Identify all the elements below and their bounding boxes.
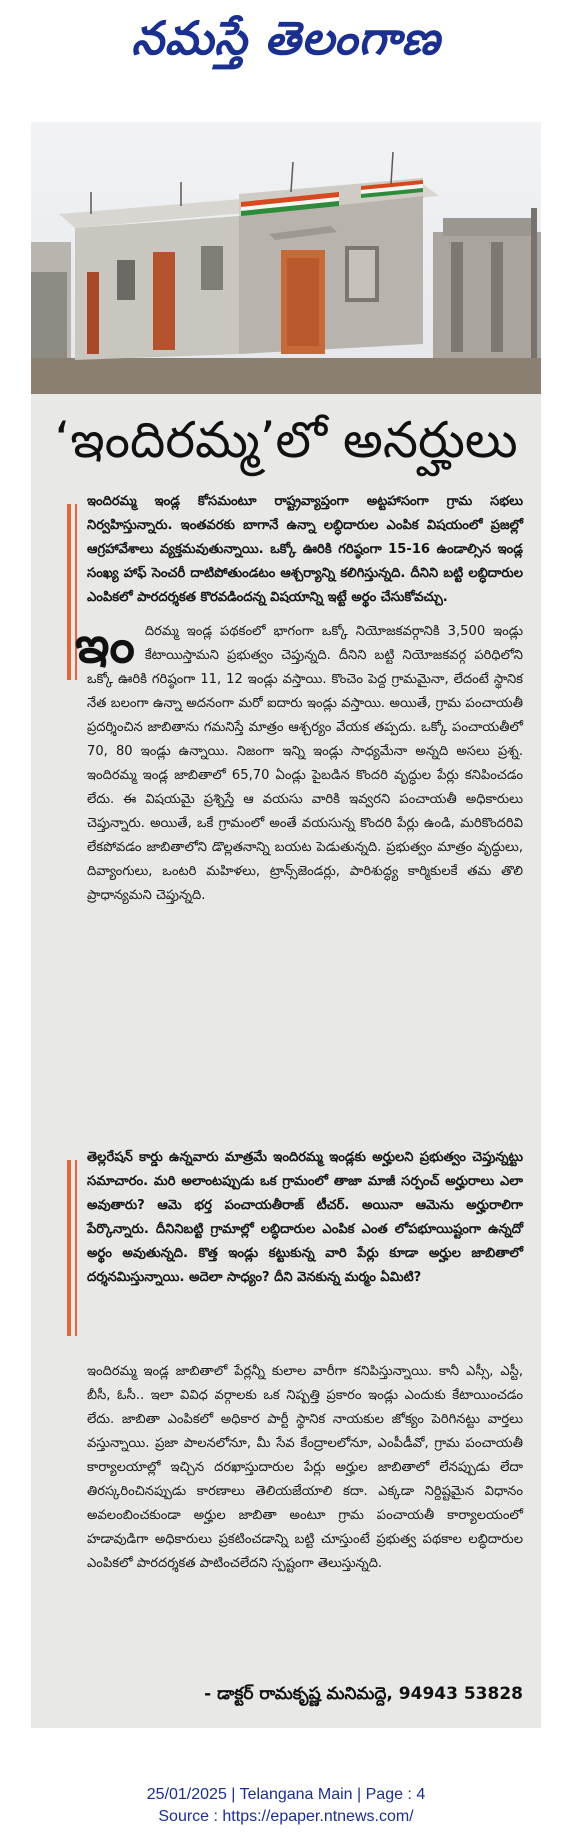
lead-rule bbox=[67, 504, 71, 680]
body-paragraph-2: ఇందిరమ్మ ఇండ్ల జాబితాలో పేర్లన్నీ కులాల వారీగా కనిపిస్తున్నాయి. కానీ ఎస్సీ, ఎస్టీ, బీసీ, ఓసీ.. ఇలా వివిధ వర్గాలకు ఒక నిష్పత్తి ప్రకారం ఇండ్లు ఎందుకు కేటాయించడం లేదు. జాబితా ఎంపికలో అధికార పార్టీ స్థానిక నాయకుల జోక్యం పెరిగినట్టు వార్తలు వస్తున్నాయి. ప్రజా పాలనలోనూ, మీ సేవ కేంద్రాలలోనూ, ఎంపీడీవో, గ్రామ పంచాయతీ కార్యాలయాల్లో ఇచ్చిన దరఖాస్తుదారుల పేర్లు అర్హుల జాబితాలో లేనప్పుడు లేదా తిరస్కరించినప్పుడు కారణాలు తెలియజేయాలి కదా. ఎక్కడా నిర్దిష్టమైన విధానం అవలంబించకుండా అర్హుల జాబితా అంటూ గ్రామ పంచాయతీ కార్యాలయంలో హడావుడిగా అధికారులు ప్రకటించడాన్ని బట్టి చూస్తుంటే ప్రభుత్వ పథకాల లబ్ధిదారుల ఎంపికలో పారదర్శకత పాటించలేదని స్పష్టంగా తెలుస్తున్నది. bbox=[87, 1364, 523, 1571]
box-rule-thin bbox=[75, 1160, 77, 1336]
masthead: నమస్తే తెలంగాణ bbox=[131, 11, 441, 65]
footer-source-link[interactable]: Source : https://epaper.ntnews.com/ bbox=[158, 1808, 414, 1825]
box-rule bbox=[67, 1160, 71, 1336]
drop-cap: ఇం bbox=[75, 616, 135, 674]
house-photo bbox=[31, 122, 541, 394]
byline: - డాక్టర్ రామకృష్ణ మనిమద్దె, 94943 53828 bbox=[204, 1684, 523, 1704]
article-panel bbox=[31, 394, 541, 1728]
headline: ‘ఇందిరమ్మ’లో అనర్హులు bbox=[54, 411, 518, 469]
lead-paragraph: ఇందిరమ్మ ఇండ్ల కోసమంటూ రాష్ట్రవ్యాప్తంగా అట్టహాసంగా గ్రామ సభలు నిర్వహిస్తున్నారు. ఇంతవరకు బాగానే ఉన్నా లబ్ధిదారుల ఎంపిక విషయంలో ప్రజల్లో ఆగ్రహావేశాలు వ్యక్తమవుతున్నాయి. ఒక్కో ఊరికి గరిష్ఠంగా 15-16 ఉండాల్సిన ఇండ్ల సంఖ్య హాఫ్ సెంచరీ దాటిపోతుండటం ఆశ్చర్యాన్ని కలిగిస్తున్నది. దీనిని బట్టి లబ్ధిదారుల ఎంపికలో పారదర్శకత కొరవడిందన్న విషయాన్ని ఇట్టే అర్థం చేసుకోవచ్చు. bbox=[87, 494, 523, 605]
body-paragraph-1-text: దిరమ్మ ఇండ్ల పథకంలో భాగంగా ఒక్కో నియోజకవర్గానికి 3,500 ఇండ్లు కేటాయిస్తామని ప్రభుత్వం చెప్తున్నది. దీనిని బట్టి నియోజకవర్గ పరిధిలోని ఒక్కో ఊరికి గరిష్ఠంగా 11, 12 ఇండ్లు వస్తాయి. కొంచెం పెద్ద గ్రామమైనా, లేదంటే స్థానిక నేత బలంగా ఉన్నా అదనంగా మరో ఐదారు ఇండ్లు వస్తాయి. అయితే, గ్రామ పంచాయతీ ప్రదర్శించిన జాబితాను గమనిస్తే మాత్రం ఆశ్చర్యం వేయక తప్పదు. ఒక్కో పంచాయతీలో 70, 80 ఇండ్లు ఉన్నాయి. నిజంగా ఇన్ని ఇండ్లు సాధ్యమేనా అన్నది అసలు ప్రశ్న. ఇందిరమ్మ ఇండ్ల జాబితాలో 65,70 ఏండ్లు పైబడిన కొందరి వృద్ధుల పేర్లు కనిపించడం లేదు. ఈ విషయమై ప్రశ్నిస్తే ఆ వయసు వారికి ఇవ్వరని పంచాయతీ అధికారులు చెప్తున్నారు. అయితే, ఒకే గ్రామంలో అంతే వయసున్న కొందరి పేర్లు ఉండి, మరికొందరివి లేకపోవడం జాబితాలోని డొల్లతనాన్ని బయట పెడుతున్నది. ప్రభుత్వం మాత్రం వృద్ధులు, దివ్యాంగులు, ఒంటరి మహిళలు, ట్రాన్స్‌జెండర్లు, పారిశుద్ధ్య కార్మికులకే తమ తొలి ప్రాధాన్యమని చెప్తున్నది. bbox=[87, 624, 523, 903]
body-paragraph-1 bbox=[75, 616, 523, 908]
footer-date-page: 25/01/2025 | Telangana Main | Page : 4 bbox=[146, 1786, 426, 1803]
highlight-paragraph: తెల్లరేషన్ కార్డు ఉన్నవారు మాత్రమే ఇందిరమ్మ ఇండ్లకు అర్హులని ప్రభుత్వం చెప్తున్నట్టు సమాచారం. మరి అలాంటప్పుడు ఒక గ్రామంలో తాజా మాజీ సర్పంచ్ అర్హురాలు ఎలా అవుతారు? ఆమె భర్త పంచాయతీరాజ్ టీచర్. అయినా ఆమెను అర్హురాలిగా పేర్కొన్నారు. దీనినిబట్టి గ్రామాల్లో లబ్ధిదారుల ఎంపిక ఎంత లోపభూయిష్టంగా ఉన్నదో అర్థం అవుతున్నది. కొత్త ఇండ్లు కట్టుకున్న వారి పేర్లు కూడా అర్హుల జాబితాలో దర్శనమిస్తున్నాయి. అదెలా సాధ్యం? దీని వెనకున్న మర్మం ఏమిటి? bbox=[87, 1150, 523, 1285]
